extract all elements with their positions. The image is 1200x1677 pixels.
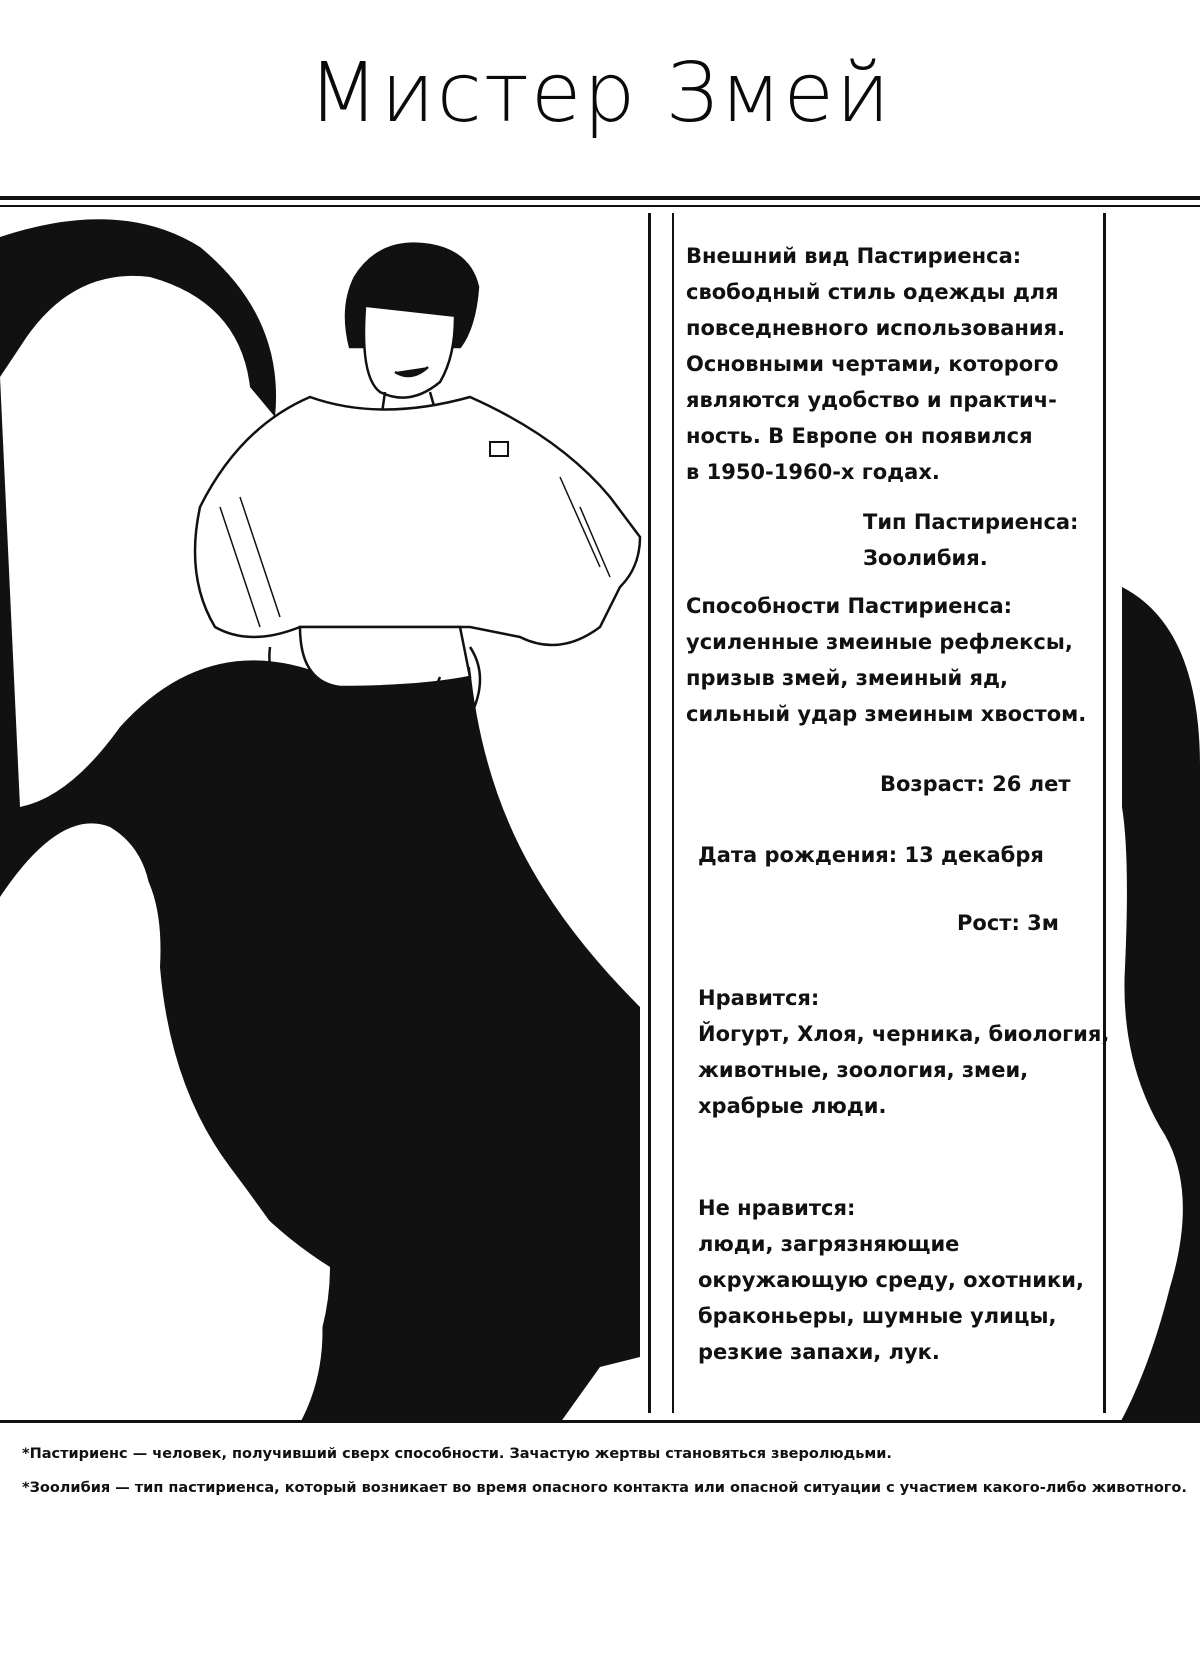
type-block <box>863 504 1078 576</box>
dislikes-line: люди, загрязняющие <box>698 1232 960 1256</box>
appearance-line: в 1950-1960-х годах. <box>686 460 940 484</box>
type-heading: Тип Пастириенса: <box>863 510 1079 534</box>
appearance-line: ность. В Европе он появился <box>686 424 1033 448</box>
height-text: Рост: 3м <box>957 911 1059 935</box>
likes-line: храбрые люди. <box>698 1094 887 1118</box>
dislikes-line: резкие запахи, лук. <box>698 1340 940 1364</box>
dislikes-line: браконьеры, шумные улицы, <box>698 1304 1057 1328</box>
panel-right-border <box>1103 213 1106 1413</box>
type-value: Зоолибия. <box>863 546 988 570</box>
bottom-rule <box>0 1420 1200 1423</box>
page-title: Мистер Змей <box>308 46 892 141</box>
dislikes-line: окружающую среду, охотники, <box>698 1268 1084 1292</box>
panel-inner-border <box>672 213 674 1413</box>
top-rule <box>0 196 1200 200</box>
dislikes-heading: Не нравится: <box>698 1196 856 1220</box>
birthday-text: Дата рождения: 13 декабря <box>698 843 1044 867</box>
abilities-block <box>686 588 1086 732</box>
character-figure <box>195 244 640 717</box>
abilities-line: усиленные змеиные рефлексы, <box>686 630 1073 654</box>
likes-block <box>698 980 1109 1124</box>
appearance-block <box>686 238 1065 490</box>
likes-line: Йогурт, Хлоя, черника, биология, <box>698 1022 1110 1046</box>
appearance-line: повседневного использования. <box>686 316 1066 340</box>
appearance-line: свободный стиль одежды для <box>686 280 1059 304</box>
panel-left-border <box>648 213 651 1413</box>
appearance-line: Основными чертами, которого <box>686 352 1059 376</box>
age-text: Возраст: 26 лет <box>880 772 1071 796</box>
appearance-line: являются удобство и практич- <box>686 388 1057 412</box>
abilities-heading: Способности Пастириенса: <box>686 594 1013 618</box>
appearance-heading: Внешний вид Пастириенса: <box>686 244 1022 268</box>
footnote-zoolibia: *Зоолибия — тип пастириенса, который возникает во время опасного контакта или опасной ситуации с участием какого-либо животного. <box>22 1480 1187 1496</box>
likes-heading: Нравится: <box>698 986 820 1010</box>
abilities-line: призыв змей, змеиный яд, <box>686 666 1008 690</box>
abilities-line: сильный удар змеиным хвостом. <box>686 702 1087 726</box>
footnote-pastiriens: *Пастириенс — человек, получивший сверх способности. Зачастую жертвы становяться зверолюдьми. <box>22 1446 892 1462</box>
dislikes-block <box>698 1190 1084 1370</box>
likes-line: животные, зоология, змеи, <box>698 1058 1029 1082</box>
